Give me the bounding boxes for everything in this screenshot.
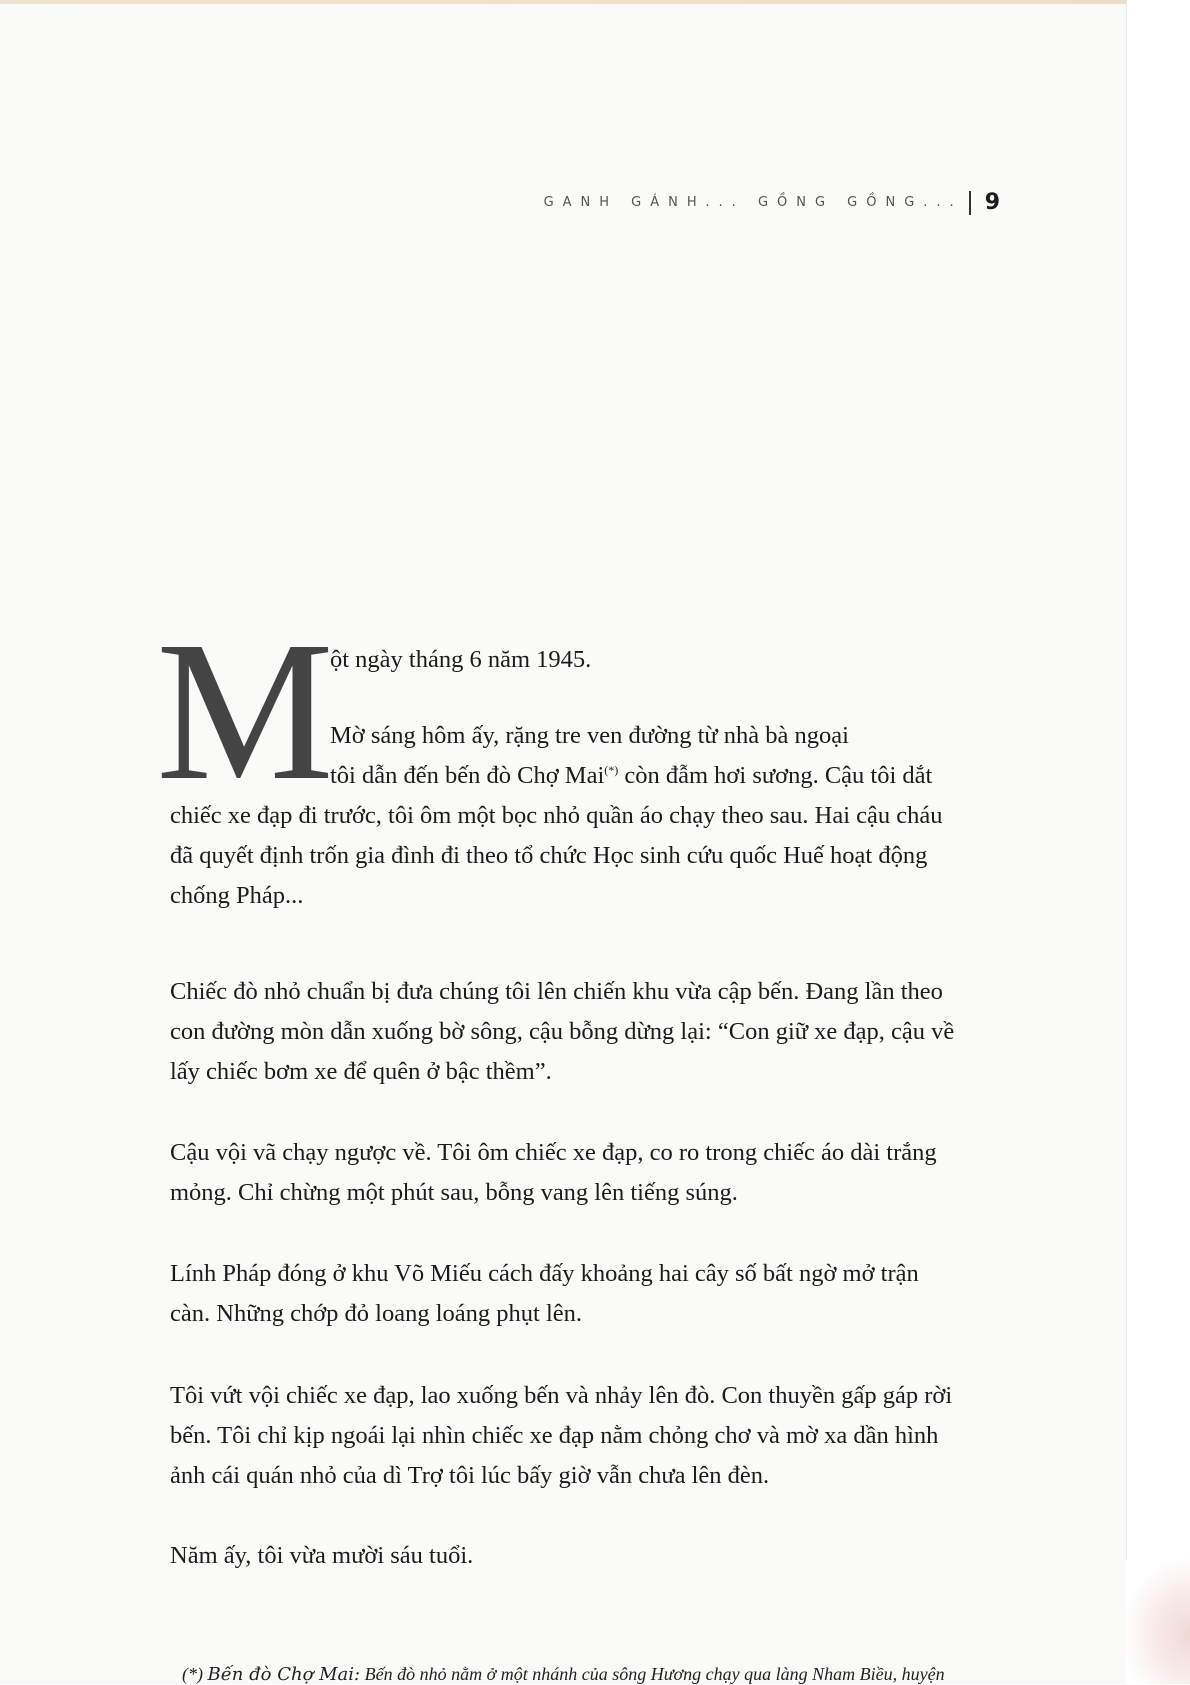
header-divider xyxy=(969,191,971,215)
footnote-term: Bến đò Chợ Mai: xyxy=(207,1664,361,1685)
footnote-reference[interactable]: (*) xyxy=(604,762,619,777)
paragraph-6: Năm ấy, tôi vừa mười sáu tuổi. xyxy=(170,1542,474,1569)
paragraph-1-line3a: tôi dẫn đến bến đò Chợ Mai xyxy=(330,762,605,789)
page-number: 9 xyxy=(984,190,1000,215)
page-top-edge xyxy=(0,0,1126,4)
paragraph-1-rest xyxy=(170,756,965,916)
paragraph-5: Tôi vứt vội chiếc xe đạp, lao xuống bến và nhảy lên đò. Con thuyền gấp gáp rời bến. Tôi chỉ kịp ngoái lại nhìn chiếc xe đạp nằm chỏng chơ và mờ xa dần hình ảnh cái quán nhỏ của dì Trợ tôi lúc bấy giờ vẫn chưa lên đèn. xyxy=(170,1382,953,1489)
paragraph-2: Chiếc đò nhỏ chuẩn bị đưa chúng tôi lên chiến khu vừa cập bến. Đang lần theo con đường mòn dẫn xuống bờ sông, cậu bỗng dừng lại: “Con giữ xe đạp, cậu về lấy chiếc bơm xe để quên ở bậc thềm”. xyxy=(170,978,955,1085)
paragraph-1 xyxy=(170,640,965,916)
paragraph-1-first-line: ột ngày tháng 6 năm 1945. xyxy=(330,646,592,673)
scan-edge-shadow xyxy=(1126,1560,1190,1684)
running-header xyxy=(544,190,1000,215)
drop-cap-glyph: M xyxy=(156,601,334,822)
paragraph-1-line3b: còn đẫm hơi sương. Cậu tôi dắt chiếc xe đạp đi trước, tôi ôm một bọc nhỏ quần áo chạy theo sau. Hai cậu cháu đã quyết định trốn gia đình đi theo tổ chức Học sinh cứu quốc Huế hoạt động chống Pháp... xyxy=(170,762,943,909)
footnote-mark: (*) xyxy=(182,1664,203,1684)
paragraph-3: Cậu vội vã chạy ngược về. Tôi ôm chiếc xe đạp, co ro trong chiếc áo dài trắng mỏng. Chỉ chừng một phút sau, bỗng vang lên tiếng súng. xyxy=(170,1139,937,1206)
paragraph-1-second-line: Mờ sáng hôm ấy, rặng tre ven đường từ nhà bà ngoại xyxy=(330,722,849,749)
paragraph-4: Lính Pháp đóng ở khu Võ Miếu cách đấy khoảng hai cây số bất ngờ mở trận càn. Những chớp đỏ loang loáng phụt lên. xyxy=(170,1260,919,1327)
running-title: GANH GÁNH... GỒNG GỒNG... xyxy=(543,195,963,210)
footnote xyxy=(182,1664,1062,1685)
footnote-text: Bến đò nhỏ nằm ở một nhánh của sông Hương chạy qua làng Nham Biều, huyện xyxy=(360,1664,945,1684)
